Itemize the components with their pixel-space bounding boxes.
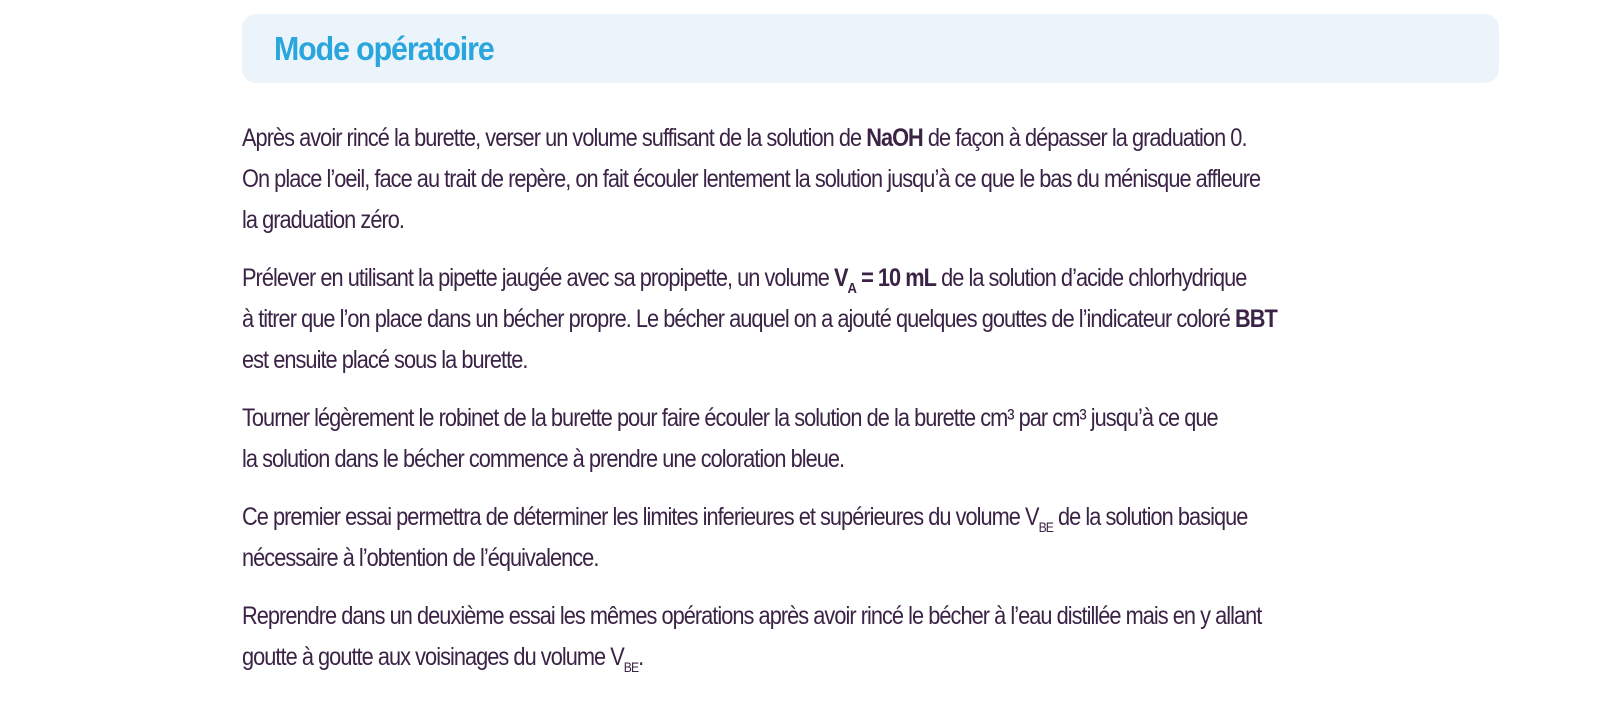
bbt-term: BBT <box>1234 305 1277 333</box>
procedure-body <box>242 118 1502 695</box>
paragraph-4-line-1 <box>242 497 1502 538</box>
paragraph-1-line-2: On place l’oeil, face au trait de repère, on fait écouler lentement la solution jusqu’à ce que le bas du ménisque affleure <box>242 165 1261 193</box>
paragraph-2 <box>242 258 1502 381</box>
paragraph-4-line-2: nécessaire à l’obtention de l’équivalence. <box>242 544 599 572</box>
paragraph-5 <box>242 596 1502 678</box>
text-run: de façon à dépasser la graduation 0. <box>922 124 1247 152</box>
paragraph-5-line-1: Reprendre dans un deuxième essai les mêmes opérations après avoir rincé le bécher à l’eau distillée mais en y allant <box>242 602 1262 630</box>
text-run: à titrer que l’on place dans un bécher propre. Le bécher auquel on a ajouté quelques gouttes de l’indicateur coloré <box>242 305 1235 333</box>
paragraph-2-line-1 <box>242 258 1502 299</box>
section-title: Mode opératoire <box>274 30 494 67</box>
text-run: Après avoir rincé la burette, verser un volume suffisant de la solution de <box>242 124 867 152</box>
volume-subscript: A <box>847 280 856 297</box>
text-run: goutte à goutte aux voisinages du volume V <box>242 643 624 671</box>
paragraph-4 <box>242 497 1502 579</box>
paragraph-3 <box>242 398 1502 480</box>
paragraph-1-line-3: la graduation zéro. <box>242 206 404 234</box>
vbe-subscript: BE <box>623 659 639 675</box>
section-header <box>242 14 1499 83</box>
naoh-term: NaOH <box>866 124 923 152</box>
paragraph-1 <box>242 118 1502 241</box>
text-run: de la solution basique <box>1052 503 1248 531</box>
text-run: Prélever en utilisant la pipette jaugée avec sa propipette, un volume <box>242 264 834 292</box>
text-run: de la solution d’acide chlorhydrique <box>935 264 1247 292</box>
volume-symbol: V <box>833 264 848 292</box>
text-run: . <box>638 643 644 671</box>
vbe-subscript: BE <box>1038 519 1053 535</box>
volume-value: = 10 mL <box>855 264 936 292</box>
paragraph-3-line-1: Tourner légèrement le robinet de la burette pour faire écouler la solution de la burette cm³ par cm³ jusqu’à ce que <box>242 404 1218 432</box>
text-run: Ce premier essai permettra de déterminer les limites inferieures et supérieures du volume V <box>242 503 1039 531</box>
paragraph-2-line-2 <box>242 299 1502 340</box>
paragraph-5-line-2 <box>242 637 1502 678</box>
paragraph-1-line-1 <box>242 118 1502 159</box>
paragraph-3-line-2: la solution dans le bécher commence à prendre une coloration bleue. <box>242 445 845 473</box>
paragraph-2-line-3: est ensuite placé sous la burette. <box>242 346 528 374</box>
